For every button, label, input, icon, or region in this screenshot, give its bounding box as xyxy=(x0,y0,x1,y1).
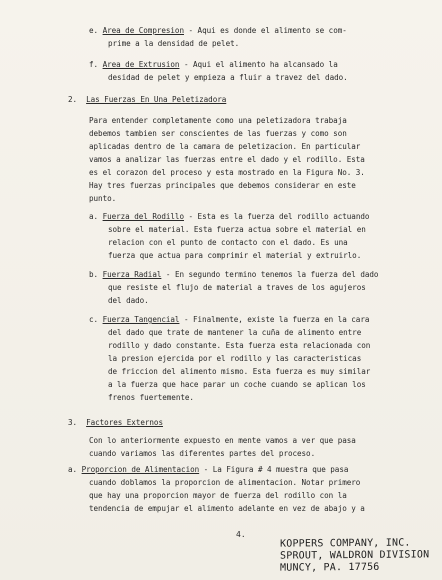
stamp-line-division: SPROUT, WALDRON DIVISION xyxy=(280,549,430,562)
force-c-line3: rodillo y dado constante. Esta fuerza esta relacionada con xyxy=(108,341,371,350)
force-a-line1: a. Fuerza del Rodillo - Esta es la fuerza del rodillo actuando xyxy=(89,212,370,221)
force-b-line2: que resiste el flujo de material a traves de los agujeros xyxy=(108,283,366,292)
section-3-item-a-line3: que hay una proporcion mayor de fuerza del rodillo con la xyxy=(89,491,347,500)
stamp-line-address: MUNCY, PA. 17756 xyxy=(280,561,380,574)
item-e-line2: prime a la densidad de pelet. xyxy=(108,39,240,48)
item-f-line1: f. Area de Extrusion - Aqui el alimento ha alcansado la xyxy=(89,60,338,69)
force-b-line1: b. Fuerza Radial - En segundo termino tenemos la fuerza del dado xyxy=(89,270,379,279)
force-c-line2: del dado que trate de mantener la cuña de alimento entre xyxy=(108,328,362,337)
force-a-line3: relacion con el punto de contacto con el dado. Es una xyxy=(108,238,348,247)
section-3-heading: 3. Factores Externos xyxy=(68,418,163,427)
force-a-line4: fuerza que actua para comprimir el material y extruirlo. xyxy=(108,251,362,260)
section-3-item-a-line1: a. Proporcion de Alimentacion - La Figura # 4 muestra que pasa xyxy=(68,465,349,474)
section-2-heading: 2. Las Fuerzas En Una Peletizadora xyxy=(68,95,227,104)
force-c-line5: de friccion del alimento mismo. Esta fuerza es muy similar xyxy=(108,367,371,376)
document-page: e. Area de Compresion - Aqui es donde el alimento se com- prime a la densidad de pelet. f. Area de Extrusion - Aqui el alimento ha alcansado la desidad de pelet y empieza a fluir a travez del dado. 2. Las Fuerzas En Una Peletizadora Para entender completamente como una peletizadora trabaja debemos tambien ser conscientes de las fuerzas y como son aplicadas dentro de la camara de peletizacion. En particular vamos a analizar las fuerzas entre el dado y el rodillo. Esta es el corazon del proceso y esta mostrado en la Figura No. 3. Hay tres fuerzas principales que debemos considerar en este punto. a. Fuerza del Rodillo - Esta es la fuerza del rodillo actuando sobre el material. Esta fuerza actua sobre el material en relacion con el punto de contacto con el dado. Es una fuerza que actua para comprimir el material y extruirlo. b. Fuerza Radial - En segundo termino tenemos la fuerza del dado que resiste el flujo de material a traves de los agujeros del dado. c. Fuerza Tangencial - Finalmente, existe la fuerza en la cara del dado que trate de mantener la cuña de alimento entre rodillo y dado constante. Esta fuerza esta relacionada con la presion ejercida por el rodillo y las caracteristicas de friccion del alimento mismo. Esta fuerza es muy similar a la fuerza que hace parar un coche cuando se aplican los frenos fuertemente. 3. Factores Externos Con lo anteriormente expuesto en mente vamos a ver que pasa cuando variamos las diferentes partes del proceso. a. Proporcion de Alimentacion - La Figura # 4 muestra que pasa cuando doblamos la proporcion de alimentacion. Notar primero que hay una proporcion mayor de fuerza del rodillo con la tendencia de empujar el alimento adelante en vez de abajo y a 4. KOPPERS COMPANY, INC. SPROUT, WALDRON DIVISION MUNCY, PA. 17756 xyxy=(0,0,442,580)
page-number: 4. xyxy=(236,530,246,539)
stamp-line-company: KOPPERS COMPANY, INC. xyxy=(280,537,411,550)
force-c-line4: la presion ejercida por el rodillo y las caracteristicas xyxy=(108,354,362,363)
section-3-item-a-line2: cuando doblamos la proporcion de alimentacion. Notar primero xyxy=(89,478,361,487)
force-b-line3: del dado. xyxy=(108,296,149,305)
force-c-line7: frenos fuertemente. xyxy=(108,393,194,402)
section-3-item-a-line4: tendencia de empujar el alimento adelante en vez de abajo y a xyxy=(89,504,365,513)
item-e-line1: e. Area de Compresion - Aqui es donde el alimento se com- xyxy=(89,26,347,35)
company-stamp xyxy=(280,537,430,574)
section-3-paragraph-line1: Con lo anteriormente expuesto en mente vamos a ver que pasa xyxy=(89,436,356,445)
item-f-line2: desidad de pelet y empieza a fluir a travez del dado. xyxy=(108,73,348,82)
force-a-line2: sobre el material. Esta fuerza actua sobre el material en xyxy=(108,225,366,234)
section-3-paragraph-line2: cuando variamos las diferentes partes del proceso. xyxy=(89,449,316,458)
force-c-line6: a la fuerza que hace parar un coche cuando se aplican los xyxy=(108,380,366,389)
force-c-line1: c. Fuerza Tangencial - Finalmente, existe la fuerza en la cara xyxy=(89,315,370,324)
